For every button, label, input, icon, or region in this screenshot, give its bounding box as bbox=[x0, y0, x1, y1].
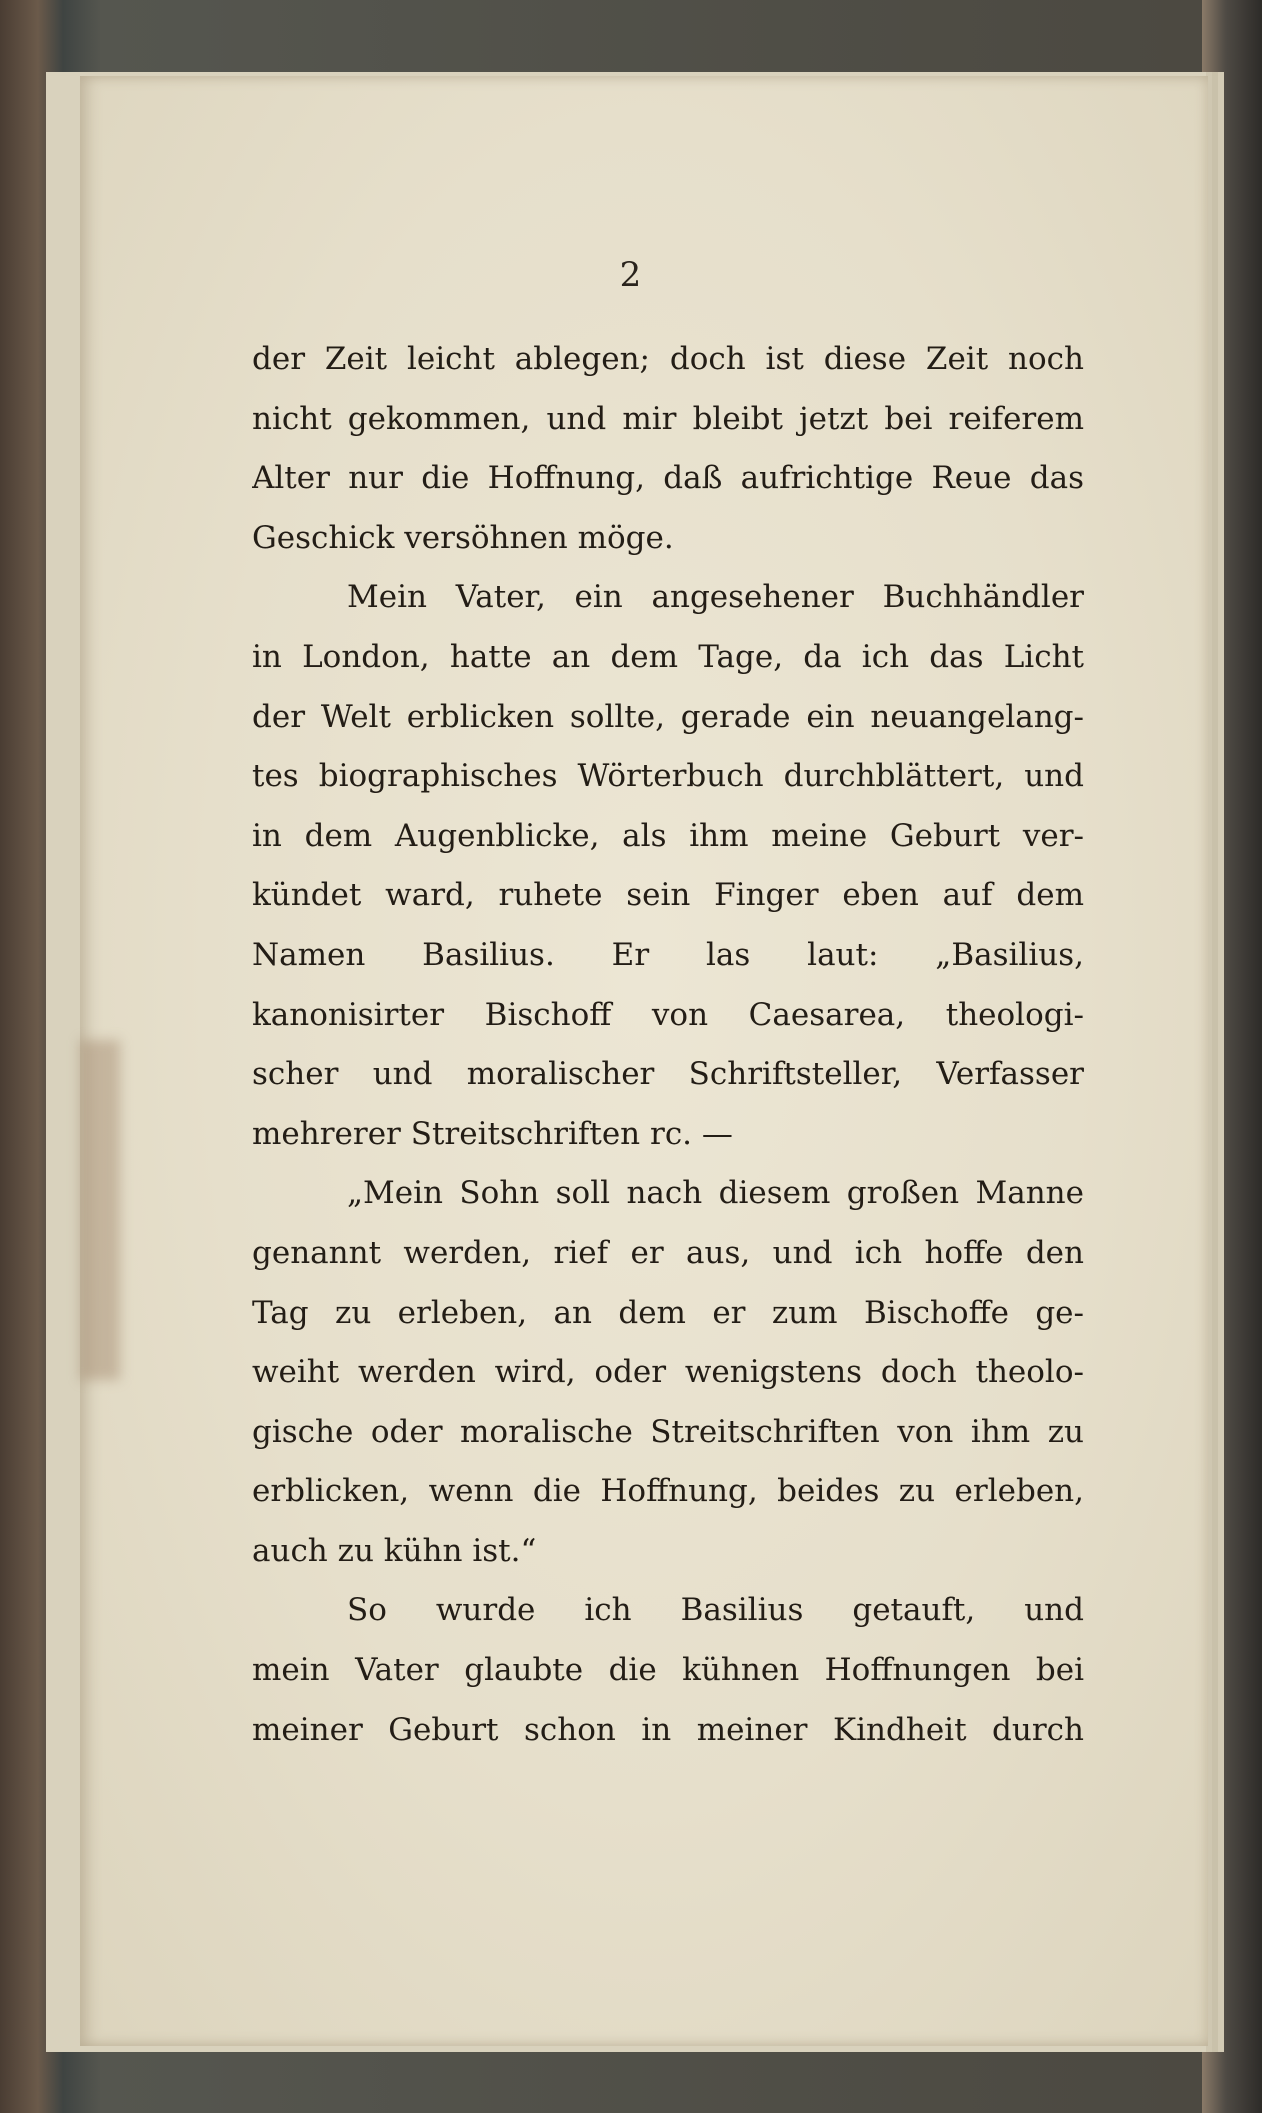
text-line: mein Vater glaubte die kühnen Hoffnungen bei bbox=[252, 1652, 1084, 1689]
text-line: nicht gekommen, und mir bleibt jetzt bei reiferem bbox=[252, 400, 1084, 437]
text-line: der Welt erblicken sollte, gerade ein neuangelang- bbox=[252, 698, 1084, 735]
text-line: kanonisirter Bischoff von Caesarea, theologi- bbox=[252, 996, 1084, 1033]
text-line: in dem Augenblicke, als ihm meine Geburt ver- bbox=[252, 817, 1084, 854]
text-line: der Zeit leicht ablegen; doch ist diese Zeit noch bbox=[252, 341, 1084, 377]
text-line: weiht werden wird, oder wenigstens doch theolo- bbox=[252, 1354, 1084, 1391]
text-line: gische oder moralische Streitschriften von ihm zu bbox=[252, 1413, 1084, 1450]
text-line: mehrerer Streitschriften rc. — bbox=[252, 1115, 733, 1152]
text-line: So wurde ich Basilius getauft, und bbox=[347, 1592, 1084, 1629]
text-line: „Mein Sohn soll nach diesem großen Manne bbox=[347, 1175, 1084, 1212]
page-stain bbox=[80, 1040, 120, 1380]
text-line: in London, hatte an dem Tage, da ich das Licht bbox=[252, 638, 1084, 675]
text-line: Tag zu erleben, an dem er zum Bischoffe ge- bbox=[252, 1294, 1084, 1331]
text-line: tes biographisches Wörterbuch durchblättert, und bbox=[252, 758, 1084, 795]
text-line: auch zu kühn ist.“ bbox=[252, 1532, 537, 1569]
text-line: Mein Vater, ein angesehener Buchhändler bbox=[347, 579, 1084, 616]
text-line: kündet ward, ruhete sein Finger eben auf dem bbox=[252, 877, 1084, 914]
book-spine-edge bbox=[1202, 0, 1262, 2113]
text-line: erblicken, wenn die Hoffnung, beides zu erleben, bbox=[252, 1473, 1084, 1510]
text-line: Alter nur die Hoffnung, daß aufrichtige Reue das bbox=[252, 460, 1084, 497]
text-line: Geschick versöhnen möge. bbox=[252, 519, 674, 556]
text-line: scher und moralischer Schriftsteller, Verfasser bbox=[252, 1056, 1084, 1093]
page-text bbox=[252, 330, 1084, 1760]
text-line: meiner Geburt schon in meiner Kindheit durch bbox=[252, 1711, 1084, 1748]
page-number: 2 bbox=[619, 255, 643, 295]
text-line: Namen Basilius. Er las laut: „Basilius, bbox=[252, 936, 1084, 973]
text-line: genannt werden, rief er aus, und ich hoffe den bbox=[252, 1234, 1084, 1271]
